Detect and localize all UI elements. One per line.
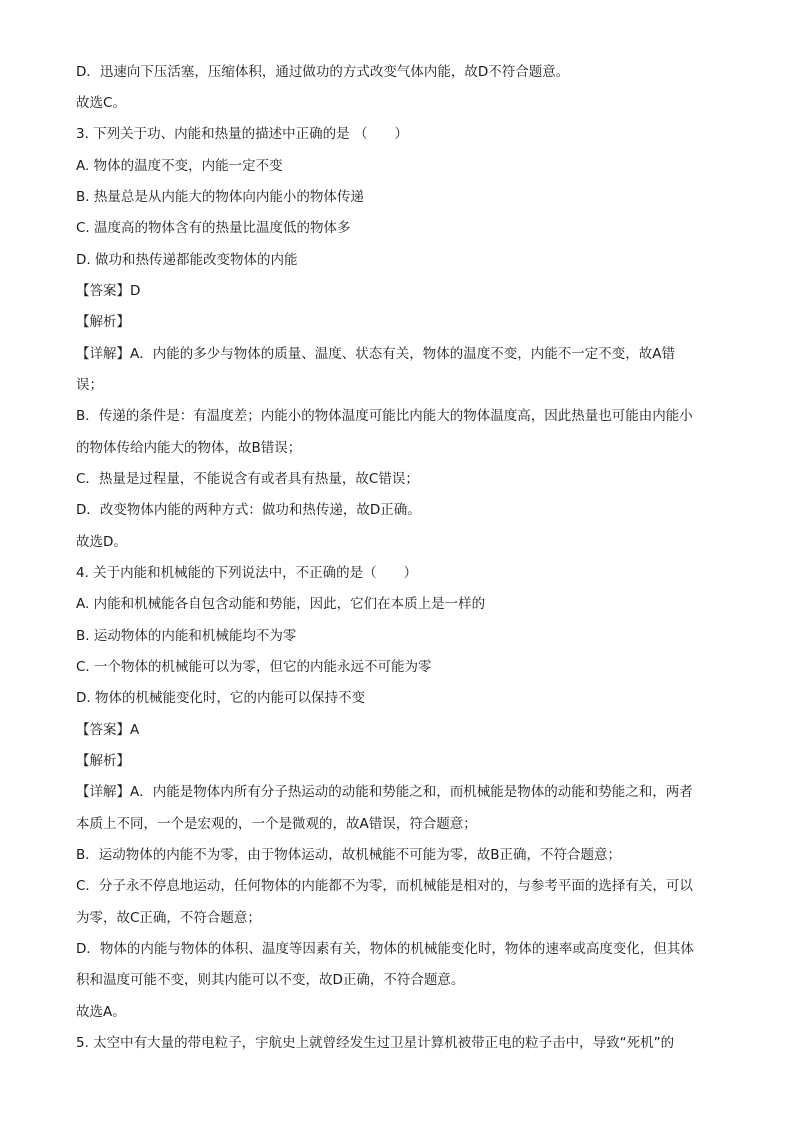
text-line: 故选C。: [76, 95, 126, 111]
question-4-option-a: A. 内能和机械能各自包含动能和势能，因此，它们在本质上是一样的: [76, 596, 486, 612]
question-4-analysis-heading: 【解析】: [76, 753, 130, 769]
text-line: 积和温度可能不变，则其内能可以不变，故D正确，不符合题意。: [76, 972, 465, 988]
question-3-stem: 3. 下列关于功、内能和热量的描述中正确的是 （ ）: [76, 126, 408, 142]
text-line: 误；: [76, 377, 103, 393]
question-3-answer: 【答案】D: [76, 283, 141, 299]
text-line: 的物体传给内能大的物体，故B错误；: [76, 440, 302, 456]
text-line: 【详解】A．内能的多少与物体的质量、温度、状态有关，物体的温度不变，内能不一定不变，故A错: [76, 346, 675, 362]
text-line: 故选D。: [76, 534, 127, 550]
text-line: B．运动物体的内能不为零，由于物体运动，故机械能不可能为零，故B正确，不符合题意；: [76, 847, 622, 863]
text-line: B．传递的条件是：有温度差；内能小的物体温度可能比内能大的物体温度高，因此热量也可能由内能小: [76, 408, 693, 424]
question-5-stem: 5. 太空中有大量的带电粒子，宇航史上就曾经发生过卫星计算机被带正电的粒子击中，导致“死机”的: [76, 1035, 675, 1051]
question-4-option-b: B. 运动物体的内能和机械能均不为零: [76, 628, 297, 644]
question-4-stem: 4. 关于内能和机械能的下列说法中，不正确的是（ ）: [76, 565, 418, 581]
text-line: 本质上不同，一个是宏观的，一个是微观的，故A错误，符合题意；: [76, 816, 477, 832]
text-line: D．迅速向下压活塞，压缩体积，通过做功的方式改变气体内能，故D不符合题意。: [76, 64, 570, 80]
question-3-option-a: A. 物体的温度不变，内能一定不变: [76, 158, 283, 174]
question-3-analysis-heading: 【解析】: [76, 314, 130, 330]
text-line: 故选A。: [76, 1004, 126, 1020]
text-line: 为零，故C正确，不符合题意；: [76, 910, 261, 926]
question-4-option-d: D. 物体的机械能变化时，它的内能可以保持不变: [76, 690, 365, 706]
text-line: D．改变物体内能的两种方式：做功和热传递，故D正确。: [76, 502, 421, 518]
question-3-option-c: C. 温度高的物体含有的热量比温度低的物体多: [76, 220, 351, 236]
text-line: C．热量是过程量，不能说含有或者具有热量，故C错误；: [76, 471, 419, 487]
question-4-answer: 【答案】A: [76, 722, 140, 738]
text-line: 【详解】A．内能是物体内所有分子热运动的动能和势能之和，而机械能是物体的动能和势能之和，两者: [76, 784, 693, 800]
question-4-option-c: C. 一个物体的机械能可以为零，但它的内能永远不可能为零: [76, 659, 432, 675]
text-line: D．物体的内能与物体的体积、温度等因素有关，物体的机械能变化时，物体的速率或高度变化，但其体: [76, 941, 694, 957]
question-3-option-b: B. 热量总是从内能大的物体向内能小的物体传递: [76, 189, 364, 205]
question-3-option-d: D. 做功和热传递都能改变物体的内能: [76, 252, 298, 268]
text-line: C．分子永不停息地运动，任何物体的内能都不为零，而机械能是相对的，与参考平面的选择有关，可以: [76, 878, 693, 894]
